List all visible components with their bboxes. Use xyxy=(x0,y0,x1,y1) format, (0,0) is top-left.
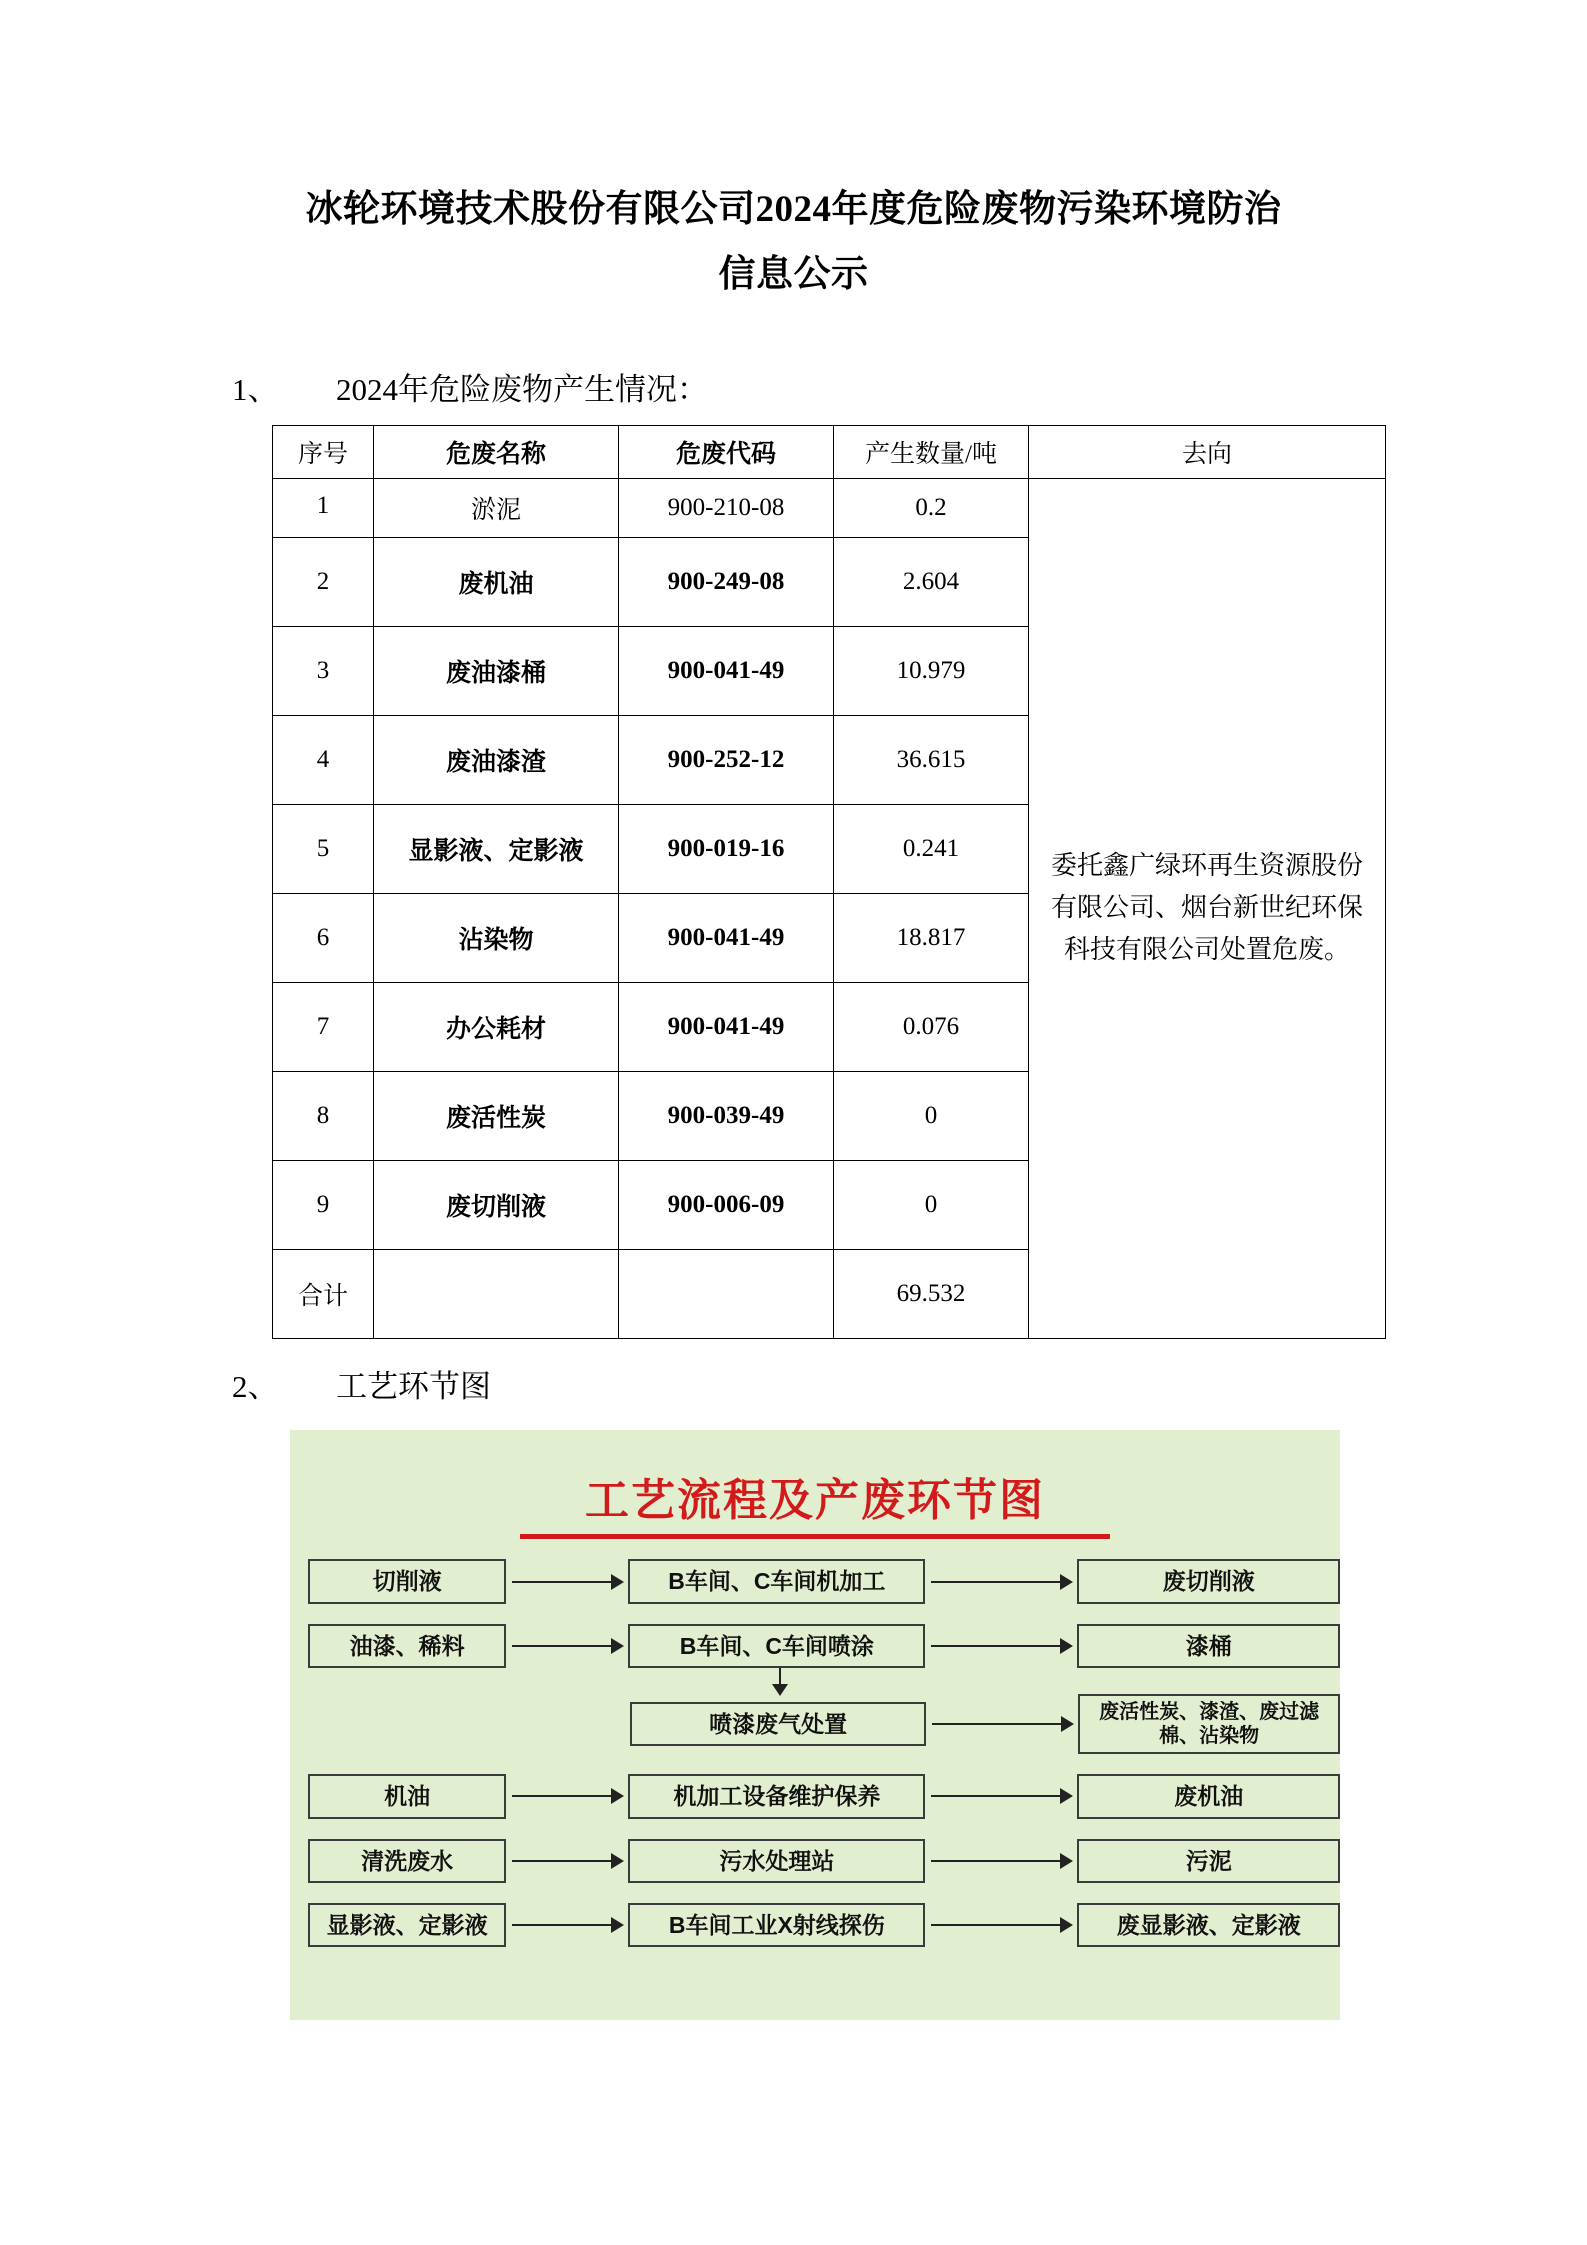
flow-process-1: B车间、C车间机加工 xyxy=(628,1559,925,1603)
cell-quantity: 0 xyxy=(834,1071,1029,1160)
destination-text: 委托鑫广绿环再生资源股份有限公司、烟台新世纪环保科技有限公司处置危废。 xyxy=(1050,851,1363,965)
cell-name: 废活性炭 xyxy=(374,1071,619,1160)
flow-input-6: 显影液、定影液 xyxy=(308,1903,506,1947)
flow-process-6: B车间工业X射线探伤 xyxy=(628,1903,925,1947)
flow-row-5 xyxy=(290,1839,1340,1883)
section-2-number: 2、 xyxy=(232,1368,279,1404)
flow-row-4 xyxy=(290,1774,1340,1818)
cell-name: 废油漆桶 xyxy=(374,626,619,715)
cell-name: 办公耗材 xyxy=(374,982,619,1071)
flow-input-5: 清洗废水 xyxy=(308,1839,506,1883)
arrow-icon xyxy=(512,1645,622,1647)
cell-name: 废切削液 xyxy=(374,1160,619,1249)
flow-row-2 xyxy=(290,1624,1340,1668)
diagram-title-underline xyxy=(520,1534,1110,1539)
table-header-row xyxy=(273,425,1386,478)
arrow-icon xyxy=(931,1924,1071,1926)
header-quantity: 产生数量/吨 xyxy=(834,425,1029,478)
cell-quantity: 18.817 xyxy=(834,893,1029,982)
flow-process-3: 喷漆废气处置 xyxy=(630,1702,926,1746)
cell-code: 900-041-49 xyxy=(619,982,834,1071)
flow-output-6: 废显影液、定影液 xyxy=(1077,1903,1340,1947)
cell-quantity: 0 xyxy=(834,1160,1029,1249)
cell-name: 沾染物 xyxy=(374,893,619,982)
cell-code: 900-006-09 xyxy=(619,1160,834,1249)
header-destination: 去向 xyxy=(1029,425,1386,478)
total-label: 合计 xyxy=(273,1249,374,1338)
section-2-heading xyxy=(232,1365,1587,1408)
cell-index: 5 xyxy=(273,804,374,893)
cell-code: 900-252-12 xyxy=(619,715,834,804)
cell-index: 6 xyxy=(273,893,374,982)
flow-vertical-connector xyxy=(290,1668,1340,1694)
table-row xyxy=(273,478,1386,537)
cell-index: 2 xyxy=(273,537,374,626)
flow-process-4: 机加工设备维护保养 xyxy=(628,1774,925,1818)
cell-quantity: 0.076 xyxy=(834,982,1029,1071)
cell-name: 显影液、定影液 xyxy=(374,804,619,893)
section-2-text: 工艺环节图 xyxy=(336,1368,491,1404)
arrow-icon xyxy=(931,1795,1071,1797)
cell-name: 淤泥 xyxy=(374,478,619,537)
page-title xyxy=(234,0,1354,308)
flow-process-2: B车间、C车间喷涂 xyxy=(628,1624,925,1668)
title-line-2: 信息公示 xyxy=(718,253,869,295)
cell-name: 废油漆渣 xyxy=(374,715,619,804)
arrow-icon xyxy=(931,1581,1071,1583)
total-name xyxy=(374,1249,619,1338)
cell-quantity: 0.241 xyxy=(834,804,1029,893)
arrow-icon xyxy=(512,1581,622,1583)
section-1-text: 2024年危险废物产生情况： xyxy=(336,371,708,407)
cell-code: 900-210-08 xyxy=(619,478,834,537)
header-index: 序号 xyxy=(273,425,374,478)
flow-row-3 xyxy=(290,1694,1340,1754)
flow-output-2: 漆桶 xyxy=(1077,1624,1340,1668)
cell-index: 8 xyxy=(273,1071,374,1160)
arrow-icon xyxy=(512,1795,622,1797)
cell-index: 3 xyxy=(273,626,374,715)
arrow-icon xyxy=(931,1645,1071,1647)
cell-quantity: 10.979 xyxy=(834,626,1029,715)
cell-quantity: 36.615 xyxy=(834,715,1029,804)
total-code xyxy=(619,1249,834,1338)
arrow-icon xyxy=(512,1924,622,1926)
section-1-number: 1、 xyxy=(232,371,279,407)
arrow-icon xyxy=(931,1860,1071,1862)
header-code: 危废代码 xyxy=(619,425,834,478)
cell-index: 7 xyxy=(273,982,374,1071)
cell-name: 废机油 xyxy=(374,537,619,626)
diagram-title: 工艺流程及产废环节图 xyxy=(585,1476,1045,1526)
cell-code: 900-249-08 xyxy=(619,537,834,626)
arrow-icon xyxy=(932,1723,1072,1725)
hazardous-waste-table xyxy=(272,425,1386,1339)
flow-output-4: 废机油 xyxy=(1077,1774,1340,1818)
process-flow-diagram xyxy=(290,1430,1340,2020)
section-1-heading xyxy=(232,368,1587,411)
cell-index: 4 xyxy=(273,715,374,804)
cell-destination xyxy=(1029,478,1386,1338)
arrow-icon xyxy=(512,1860,622,1862)
flow-row-1 xyxy=(290,1559,1340,1603)
title-line-1: 冰轮环境技术股份有限公司2024年度危险废物污染环境防治 xyxy=(305,189,1282,230)
flow-output-3: 废活性炭、漆渣、废过滤棉、沾染物 xyxy=(1078,1694,1340,1754)
cell-code: 900-019-16 xyxy=(619,804,834,893)
header-name: 危废名称 xyxy=(374,425,619,478)
flow-row-6 xyxy=(290,1903,1340,1947)
flow-input-2: 油漆、稀料 xyxy=(308,1624,506,1668)
cell-code: 900-041-49 xyxy=(619,893,834,982)
cell-code: 900-041-49 xyxy=(619,626,834,715)
down-arrow-icon xyxy=(779,1668,781,1694)
flow-output-1: 废切削液 xyxy=(1077,1559,1340,1603)
cell-code: 900-039-49 xyxy=(619,1071,834,1160)
flow-process-5: 污水处理站 xyxy=(628,1839,925,1883)
cell-index: 9 xyxy=(273,1160,374,1249)
flow-input-1: 切削液 xyxy=(308,1559,506,1603)
cell-index: 1 xyxy=(273,478,374,537)
cell-quantity: 0.2 xyxy=(834,478,1029,537)
total-quantity: 69.532 xyxy=(834,1249,1029,1338)
cell-quantity: 2.604 xyxy=(834,537,1029,626)
flow-input-4: 机油 xyxy=(308,1774,506,1818)
flow-output-5: 污泥 xyxy=(1077,1839,1340,1883)
